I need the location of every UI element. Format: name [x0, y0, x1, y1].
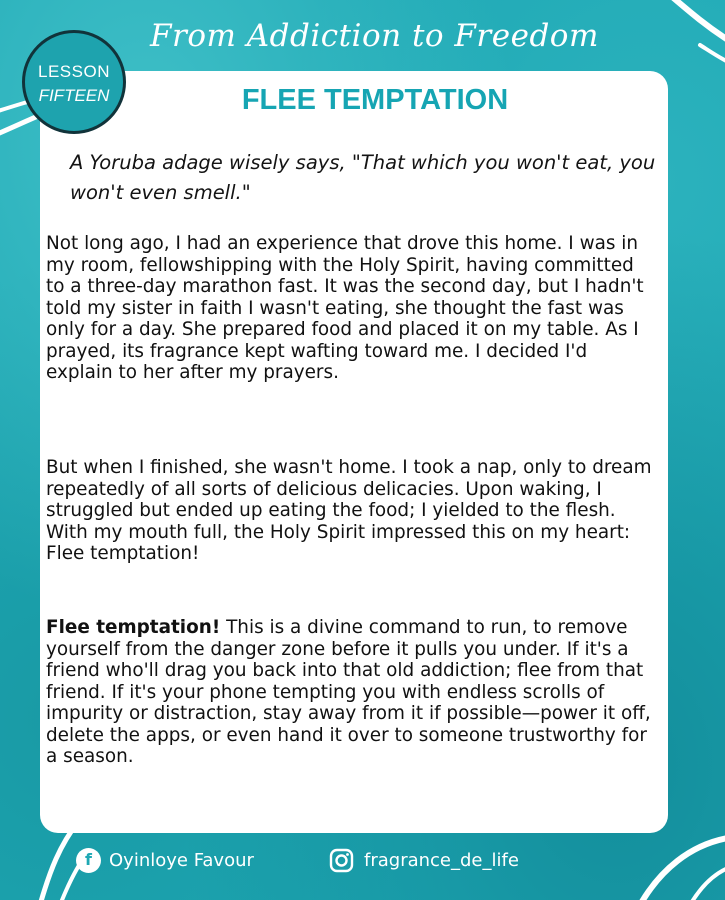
paragraph-flee-command: [46, 617, 658, 768]
paragraph-flee-body: This is a divine command to run, to remove yourself from the danger zone before it pulls you under. If it's a friend who'll drag you back into that old addiction; flee from that friend. If it's your phone tempting you with endless scrolls of impurity or distraction, stay away from it if possible—power it off, delete the apps, or even hand it over to someone trustworthy for a season.: [46, 617, 651, 767]
facebook-credit[interactable]: [76, 846, 254, 874]
lesson-badge: [22, 30, 126, 134]
paragraph-experience: Not long ago, I had an experience that drove this home. I was in my room, fellowshipping with the Holy Spirit, having committed to a three-day marathon fast. It was the second day, but I hadn't told my sister in faith I wasn't eating, she thought the fast was only for a day. She prepared food and placed it on my table. As I prayed, its fragrance kept wafting toward me. I decided I'd explain to her after my prayers.: [46, 233, 644, 383]
facebook-name: Oyinloye Favour: [109, 849, 254, 871]
instagram-icon: [329, 848, 354, 873]
paragraph-yielded: But when I finished, she wasn't home. I took a nap, only to dream repeatedly of all sorts of delicious delicacies. Upon waking, I struggled but ended up eating the food; I yielded to the flesh. With my mouth full, the Holy Spirit impressed this on my heart: Flee temptation!: [46, 457, 652, 564]
flee-temptation-lead: Flee temptation!: [46, 617, 221, 638]
instagram-handle: fragrance_de_life: [364, 849, 519, 871]
lesson-label: LESSON: [38, 62, 110, 81]
yoruba-adage-quote: A Yoruba adage wisely says, "That which you won't eat, you won't even smell.": [70, 151, 656, 204]
instagram-credit[interactable]: [329, 846, 519, 874]
series-title: From Addiction to Freedom: [150, 18, 599, 54]
lesson-number: FIFTEEN: [38, 86, 110, 105]
facebook-icon: f: [76, 848, 101, 873]
lesson-title: FLEE TEMPTATION: [241, 84, 509, 116]
